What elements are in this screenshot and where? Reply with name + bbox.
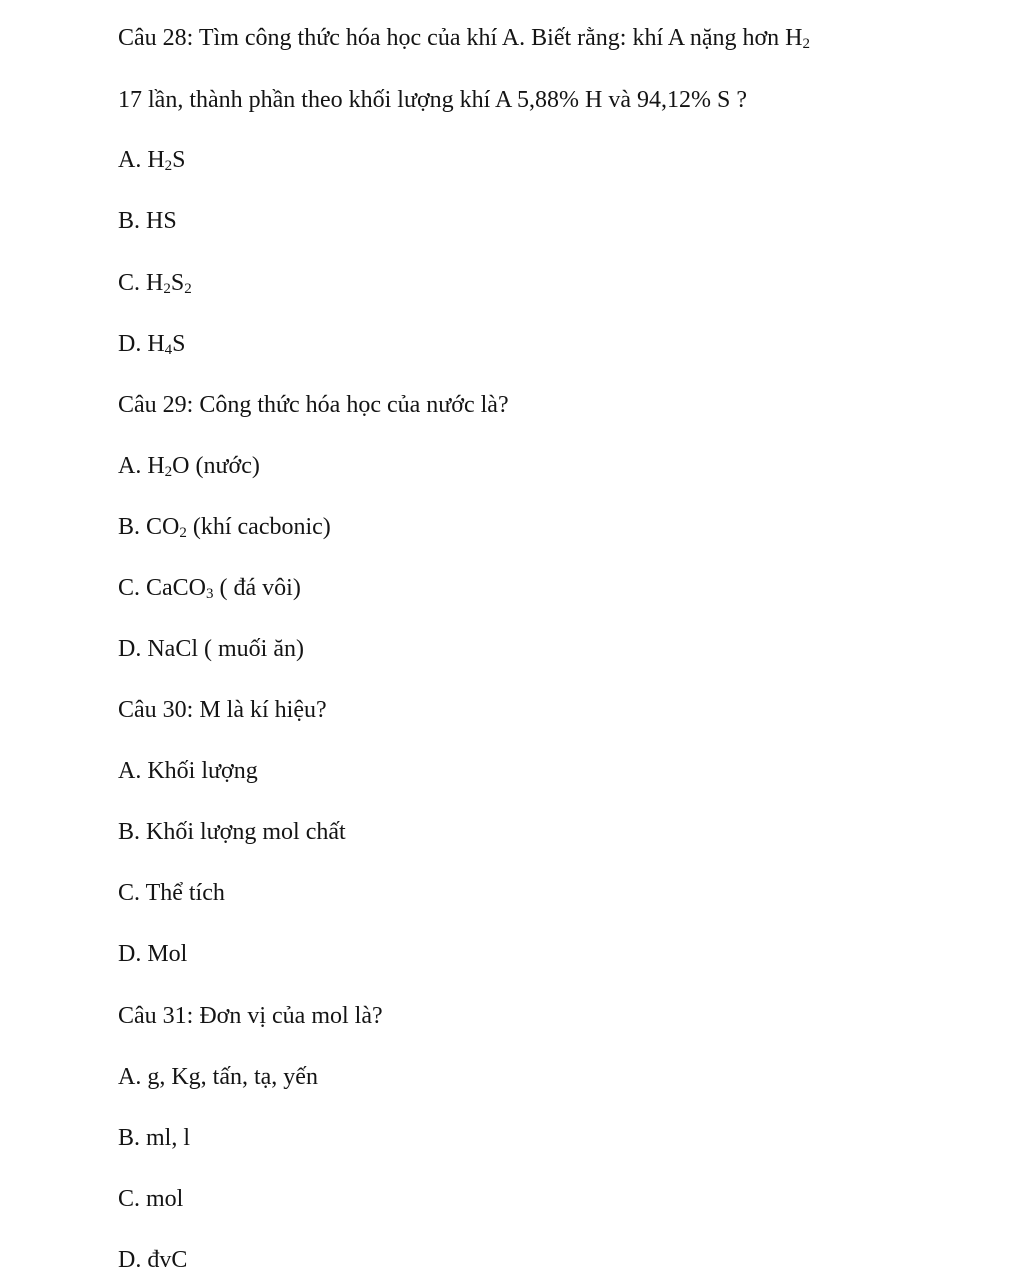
question-31-title: Câu 31: Đơn vị của mol là? bbox=[118, 1003, 383, 1029]
question-28-option-b: B. HS bbox=[118, 208, 177, 234]
question-30-option-b: B. Khối lượng mol chất bbox=[118, 819, 346, 845]
question-31-option-b: B. ml, l bbox=[118, 1125, 191, 1151]
question-31-option-c: C. mol bbox=[118, 1186, 184, 1212]
question-31-option-a: A. g, Kg, tấn, tạ, yến bbox=[118, 1064, 318, 1090]
question-28-option-c: C. $H_2S_2$ bbox=[118, 270, 192, 297]
question-28-title bbox=[118, 23, 810, 53]
question-30-title: Câu 30: M là kí hiệu? bbox=[118, 697, 327, 723]
question-29-option-a: A. $H_2O$ (nước) bbox=[118, 453, 260, 480]
question-28-text: Câu 28: Tìm công thức hóa học của khí A. Biết rằng: khí A nặng hơn H bbox=[118, 25, 803, 51]
question-29-option-d: D. NaCl ( muối ăn) bbox=[118, 636, 304, 662]
question-30-option-d: D. Mol bbox=[118, 941, 188, 967]
question-30-option-c: C. Thể tích bbox=[118, 880, 225, 906]
question-28-option-d: D. $H_4S$ bbox=[118, 331, 186, 358]
question-31-option-d: D. đvC bbox=[118, 1247, 188, 1273]
question-29-option-c: C. CaCO$_3$ ( đá vôi) bbox=[118, 575, 301, 602]
question-28-title-line2: 17 lần, thành phần theo khối lượng khí A 5,88% H và 94,12% S ? bbox=[118, 87, 747, 113]
question-28-subscript: 2 bbox=[802, 36, 810, 52]
question-30-option-a: A. Khối lượng bbox=[118, 758, 258, 784]
question-29-option-b: B. $CO_2$ (khí cacbonic) bbox=[118, 514, 331, 541]
question-29-title: Câu 29: Công thức hóa học của nước là? bbox=[118, 392, 509, 418]
question-28-option-a: A. $H_2S$ bbox=[118, 147, 186, 174]
